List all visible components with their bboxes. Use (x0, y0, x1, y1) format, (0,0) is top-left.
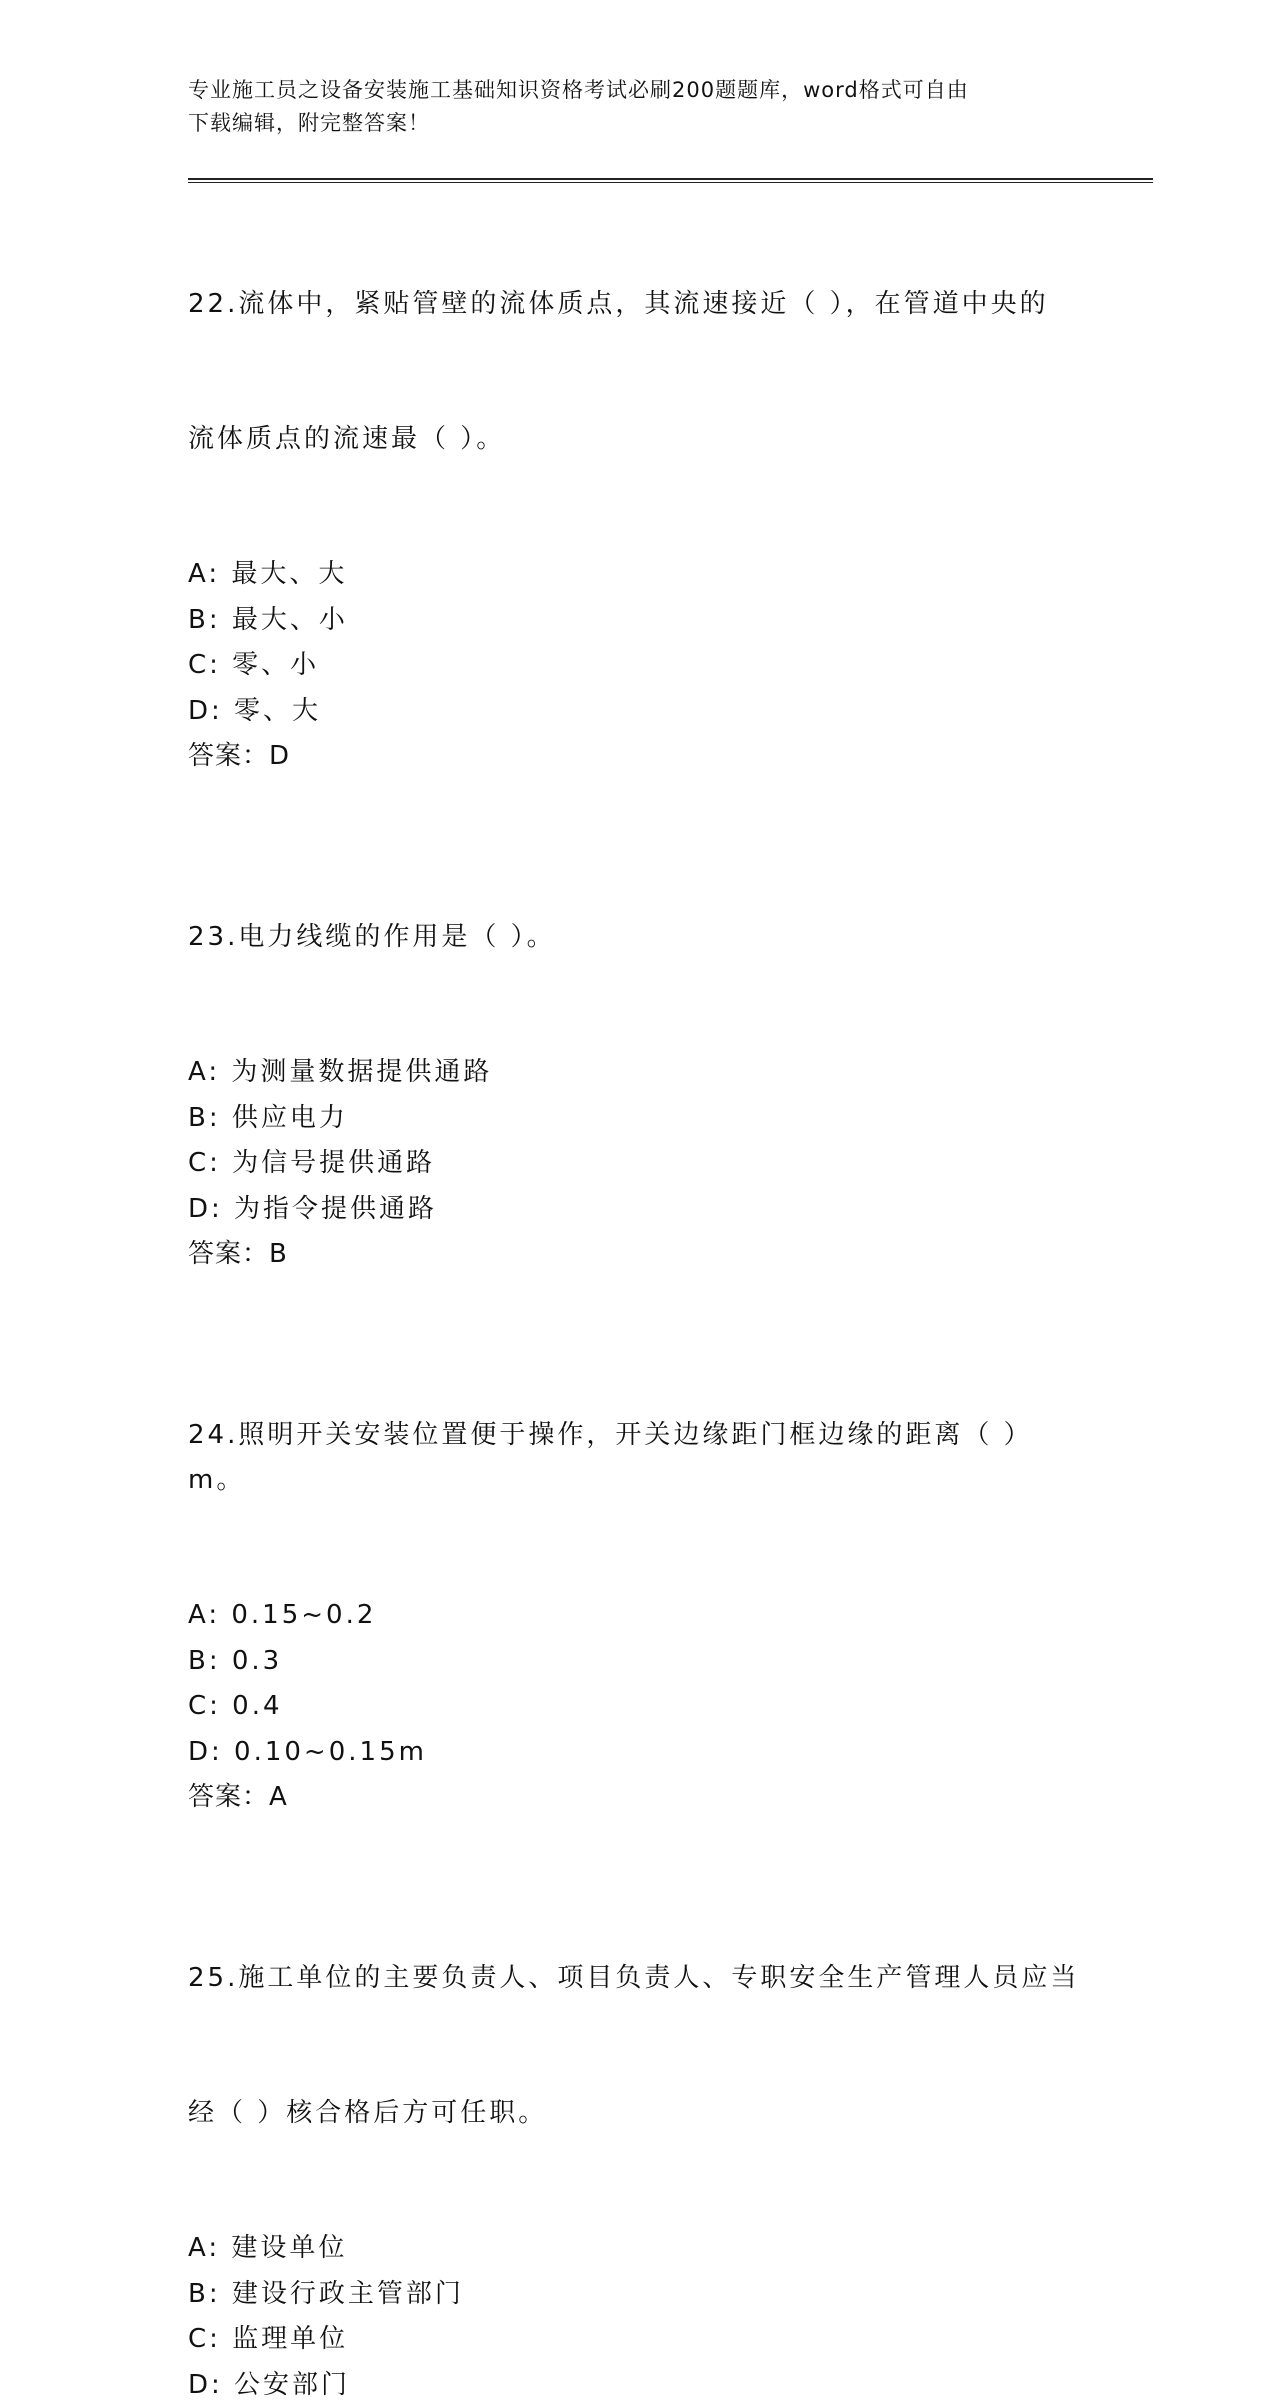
question-stem-line: 23.电力线缆的作用是（ ）。 (188, 915, 1088, 960)
question-stem-line: 25.施工单位的主要负责人、项目负责人、专职安全生产管理人员应当 (188, 1956, 1088, 2001)
option-d: D: 零、大 (188, 689, 1088, 735)
question-stem (188, 192, 1088, 552)
spacer (188, 779, 1088, 825)
header-line-1: 专业施工员之设备安装施工基础知识资格考试必刷200题题库，word格式可自由 (188, 74, 1068, 107)
question-25 (188, 1866, 1088, 2408)
option-c: C: 为信号提供通路 (188, 1141, 1088, 1187)
question-23 (188, 825, 1088, 1277)
header-divider (188, 178, 1153, 180)
question-list (188, 192, 1088, 2408)
option-c: C: 监理单位 (188, 2317, 1088, 2363)
question-24 (188, 1323, 1088, 1820)
option-a: A: 0.15~0.2 (188, 1593, 1088, 1639)
question-stem-line: 24.照明开关安装位置便于操作，开关边缘距门框边缘的距离（ ）m。 (188, 1413, 1088, 1503)
option-b: B: 建设行政主管部门 (188, 2272, 1088, 2318)
spacer (188, 1277, 1088, 1323)
option-a: A: 最大、大 (188, 552, 1088, 598)
header-divider-thin (188, 182, 1153, 183)
document-header (188, 74, 1068, 140)
question-stem-line: 经（ ）核合格后方可任职。 (188, 2091, 1088, 2136)
option-c: C: 0.4 (188, 1684, 1088, 1730)
option-b: B: 0.3 (188, 1639, 1088, 1685)
question-22 (188, 192, 1088, 779)
option-b: B: 最大、小 (188, 598, 1088, 644)
question-stem (188, 825, 1088, 1050)
option-d: D: 为指令提供通路 (188, 1187, 1088, 1233)
option-a: A: 建设单位 (188, 2226, 1088, 2272)
answer-label: 答案：B (188, 1232, 1088, 1277)
answer-label: 答案：A (188, 1775, 1088, 1820)
header-line-2: 下载编辑，附完整答案！ (188, 107, 1068, 140)
option-a: A: 为测量数据提供通路 (188, 1050, 1088, 1096)
question-stem (188, 1323, 1088, 1593)
answer-label: 答案：D (188, 734, 1088, 779)
option-b: B: 供应电力 (188, 1096, 1088, 1142)
option-c: C: 零、小 (188, 643, 1088, 689)
option-d: D: 公安部门 (188, 2363, 1088, 2408)
option-d: D: 0.10~0.15m (188, 1730, 1088, 1776)
spacer (188, 1820, 1088, 1866)
question-stem (188, 1866, 1088, 2226)
question-stem-line: 22.流体中，紧贴管壁的流体质点，其流速接近（ ），在管道中央的 (188, 282, 1088, 327)
question-stem-line: 流体质点的流速最（ ）。 (188, 417, 1088, 462)
